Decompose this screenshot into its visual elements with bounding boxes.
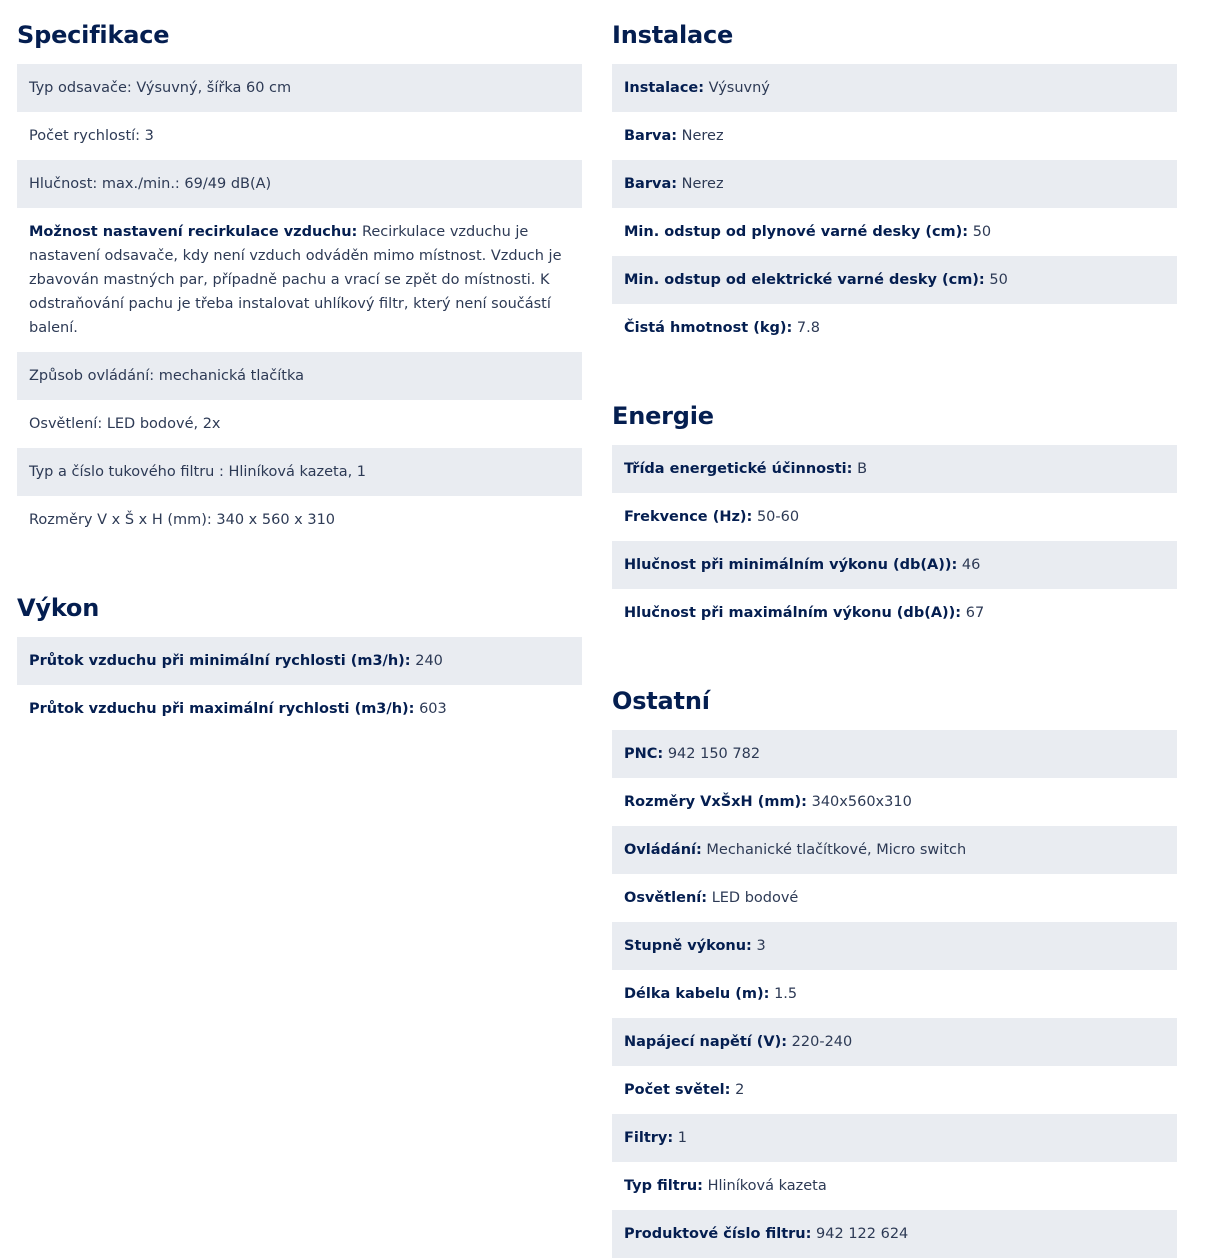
spec-value: 7.8 xyxy=(796,320,820,336)
section-specifikace xyxy=(17,0,582,544)
spec-value: B xyxy=(857,461,868,477)
spec-value: Hlučnost: max./min.: 69/49 dB(A) xyxy=(29,176,272,192)
spec-label: Rozměry VxŠxH (mm): xyxy=(624,794,807,810)
spec-value: 2 xyxy=(735,1082,745,1098)
section-title-specifikace: Specifikace xyxy=(17,21,170,49)
spec-row xyxy=(612,1210,1177,1258)
spec-row xyxy=(612,445,1177,493)
spec-label: Délka kabelu (m): xyxy=(624,986,770,1002)
spec-row xyxy=(612,541,1177,589)
spec-row xyxy=(612,64,1177,112)
spec-row xyxy=(612,256,1177,304)
spec-label: Min. odstup od plynové varné desky (cm): xyxy=(624,224,969,240)
left-column xyxy=(17,0,582,733)
spec-row xyxy=(612,160,1177,208)
spec-label: Možnost nastavení recirkulace vzduchu: xyxy=(29,224,358,240)
spec-value: 942 150 782 xyxy=(667,746,761,762)
spec-value: 1 xyxy=(677,1130,688,1146)
spec-row xyxy=(612,112,1177,160)
spec-row xyxy=(612,589,1177,637)
spec-value: Osvětlení: LED bodové, 2x xyxy=(29,416,221,432)
spec-value: 50-60 xyxy=(756,509,800,525)
spec-row xyxy=(612,778,1177,826)
spec-label: Hlučnost při maximálním výkonu (db(A)): xyxy=(624,605,962,621)
spec-row xyxy=(17,208,582,352)
spec-row xyxy=(17,352,582,400)
spec-label: Průtok vzduchu při maximální rychlosti (m3/h): xyxy=(29,701,415,717)
spec-row xyxy=(612,304,1177,352)
spec-row xyxy=(17,64,582,112)
spec-row xyxy=(17,496,582,544)
spec-row xyxy=(612,1066,1177,1114)
spec-value: 340x560x310 xyxy=(811,794,912,810)
spec-value: Rozměry V x Š x H (mm): 340 x 560 x 310 xyxy=(29,512,336,528)
spec-value: Výsuvný xyxy=(708,80,770,96)
spec-value: Způsob ovládání: mechanická tlačítka xyxy=(29,368,304,384)
section-title-vykon: Výkon xyxy=(17,594,100,622)
spec-row xyxy=(612,874,1177,922)
spec-label: Hlučnost při minimálním výkonu (db(A)): xyxy=(624,557,958,573)
spec-list-energie xyxy=(612,445,1177,637)
spec-value: LED bodové xyxy=(711,890,799,906)
spec-value: 240 xyxy=(415,653,443,669)
spec-value: 50 xyxy=(989,272,1008,288)
spec-label: Třída energetické účinnosti: xyxy=(624,461,853,477)
spec-row xyxy=(17,448,582,496)
spec-row xyxy=(17,112,582,160)
spec-row xyxy=(612,1114,1177,1162)
spec-label: Typ filtru: xyxy=(624,1178,703,1194)
spec-value: 46 xyxy=(961,557,981,573)
spec-value: 1.5 xyxy=(774,986,798,1002)
spec-row xyxy=(17,400,582,448)
section-title-ostatni: Ostatní xyxy=(612,687,710,715)
spec-label: Průtok vzduchu při minimální rychlosti (m3/h): xyxy=(29,653,411,669)
spec-row xyxy=(17,637,582,685)
spec-value: 220-240 xyxy=(791,1034,853,1050)
spec-label: Instalace: xyxy=(624,80,705,96)
spec-label: Napájecí napětí (V): xyxy=(624,1034,788,1050)
spec-label: Osvětlení: xyxy=(624,890,708,906)
spec-label: Filtry: xyxy=(624,1130,674,1146)
section-ostatni xyxy=(612,637,1177,1258)
spec-label: Počet světel: xyxy=(624,1082,731,1098)
spec-value: Typ a číslo tukového filtru : Hliníková kazeta, 1 xyxy=(29,464,367,480)
spec-label: Min. odstup od elektrické varné desky (cm): xyxy=(624,272,985,288)
right-column xyxy=(612,0,1177,1258)
spec-label: Stupně výkonu: xyxy=(624,938,752,954)
spec-label: Barva: xyxy=(624,176,678,192)
spec-row xyxy=(612,1162,1177,1210)
spec-value: 67 xyxy=(965,605,985,621)
section-instalace xyxy=(612,0,1177,352)
spec-value: Mechanické tlačítkové, Micro switch xyxy=(706,842,967,858)
spec-value: 3 xyxy=(756,938,766,954)
spec-row xyxy=(612,208,1177,256)
spec-label: Čistá hmotnost (kg): xyxy=(624,320,793,336)
spec-list-specifikace xyxy=(17,64,582,544)
spec-label: Barva: xyxy=(624,128,678,144)
spec-row xyxy=(612,1018,1177,1066)
spec-value: Hliníková kazeta xyxy=(707,1178,827,1194)
spec-value: 603 xyxy=(419,701,447,717)
spec-value: Typ odsavače: Výsuvný, šířka 60 cm xyxy=(29,80,292,96)
section-energie xyxy=(612,352,1177,637)
spec-value: 50 xyxy=(972,224,992,240)
spec-row xyxy=(17,160,582,208)
spec-row xyxy=(612,826,1177,874)
spec-value: Recirkulace vzduchu je nastavení odsavače, kdy není vzduch odváděn mimo místnost. Vzduch je zbavován mastných par, případně pachu a vrací se zpět do místnosti. K odstraňování pachu je třeba instalovat uhlíkový filtr, který není součástí balení. xyxy=(29,224,562,336)
section-vykon xyxy=(17,544,582,733)
spec-row xyxy=(612,970,1177,1018)
spec-label: Frekvence (Hz): xyxy=(624,509,753,525)
spec-row xyxy=(17,685,582,733)
spec-list-vykon xyxy=(17,637,582,733)
spec-list-ostatni xyxy=(612,730,1177,1258)
spec-value: 942 122 624 xyxy=(816,1226,909,1242)
section-title-instalace: Instalace xyxy=(612,21,734,49)
spec-value: Počet rychlostí: 3 xyxy=(29,128,154,144)
spec-label: PNC: xyxy=(624,746,664,762)
spec-value: Nerez xyxy=(681,176,724,192)
section-title-energie: Energie xyxy=(612,402,714,430)
spec-row xyxy=(612,493,1177,541)
spec-list-instalace xyxy=(612,64,1177,352)
spec-label: Ovládání: xyxy=(624,842,702,858)
spec-label: Produktové číslo filtru: xyxy=(624,1226,812,1242)
spec-row xyxy=(612,730,1177,778)
spec-row xyxy=(612,922,1177,970)
spec-value: Nerez xyxy=(681,128,724,144)
